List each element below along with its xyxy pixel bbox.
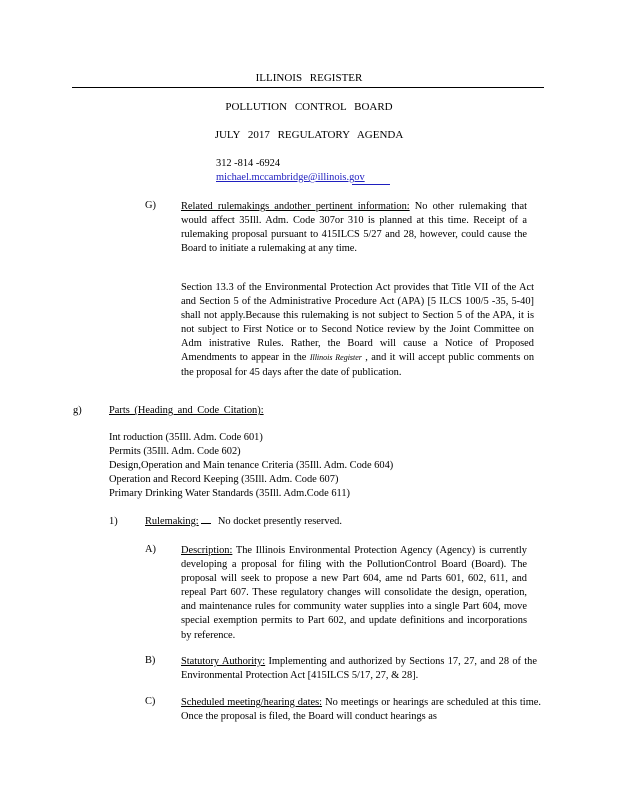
item-c-paragraph [181,696,541,724]
rulemaking-text: No docket presently reserved. [217,516,342,527]
statutory-authority-heading: Statutory Authority: [181,656,266,667]
section-g-heading: Related rulemakings andother pertinent information: [181,201,410,212]
item-b-paragraph [181,655,537,683]
item-1-label: 1) [109,516,118,527]
part-item: Primary Drinking Water Standards (35Ill. Adm.Code 611) [109,488,350,499]
item-b-label: B) [145,655,156,666]
rulemaking-underline-gap [201,523,211,524]
part-item: Operation and Record Keeping (35Ill. Adm. Code 607) [109,474,339,485]
section-g-label: G) [145,200,156,211]
part-item: Permits (35Ill. Adm. Code 602) [109,446,241,457]
item-c-label: C) [145,696,156,707]
part-item: Design,Operation and Main tenance Criteria (35Ill. Adm. Code 604) [109,460,394,471]
section-g-paragraph-1 [181,200,527,256]
scheduled-dates-text: No meetings or hearings are scheduled at this time. Once the proposal is filed, the Board will conduct hearings as [181,697,541,723]
agency-title: POLLUTION CONTROL BOARD [225,101,393,113]
register-title: ILLINOIS REGISTER [255,72,363,84]
description-text: The Illinois Environmental Protection Agency (Agency) is currently developing a proposal for filing with the PollutionControl Board (Board). The proposal will seek to propose a new Part 604, ame nd Parts 601, 602, 611, and repeal Part 607. These regulatory changes will consolidate the design, operation, and maintenance rules for community water supplies into a single Part 604, move special exemption permits to Part 602, and update definitions and incorporations by reference. [181,545,527,641]
item-a-paragraph [181,544,527,643]
parts-heading: Parts (Heading and Code Citation): [109,405,264,416]
part-item: Int roduction (35Ill. Adm. Code 601) [109,432,263,443]
header-rule [72,87,544,88]
contact-email-link[interactable]: michael.mccambridge@illinois.gov [216,172,365,183]
rulemaking-heading: Rulemaking: [145,516,199,527]
illinois-register-italic: Illinois Register [309,353,362,363]
section-g-text-2b: , and it will accept public comments on the proposal for 45 days after the date of publication. [181,352,535,378]
item-1-line [145,516,342,527]
agenda-title: JULY 2017 REGULATORY AGENDA [214,129,404,141]
scheduled-dates-heading: Scheduled meeting/hearing dates: [181,697,323,708]
section-g-text-2a: Section 13.3 of the Environmental Protection Act provides that Title VII of the Act and Section 5 of the Administrative Procedure Act (APA) [5 ILCS 100/5 -35, 5-40] shall not apply.Because this rulemaking is not subject to Section 5 of the APA, it is not subject to First Notice or to Second Notice review by the Joint Committee on Adm inistrative Rules. Rather, the Board will cause a Notice of Proposed Amendments to appear in the [181,282,534,364]
section-parts-label: g) [73,405,82,416]
description-heading: Description: [181,545,233,556]
contact-phone: 312 -814 -6924 [216,158,281,169]
section-g-text-1: No other rulemaking that would affect 35Ill. Adm. Code 307or 310 is planned at this time. Receipt of a rulemaking proposal pursuant to 415ILCS 5/27 and 28, however, could cause the Board to initiate a rulemaking at any time. [181,201,527,255]
email-underline-extension [352,184,390,185]
section-g-paragraph-2 [181,281,534,380]
item-a-label: A) [145,544,156,555]
statutory-authority-text: Implementing and authorized by Sections 17, 27, and 28 of the Environmental Protection Act [415ILCS 5/17, 27, & 28]. [181,656,537,682]
